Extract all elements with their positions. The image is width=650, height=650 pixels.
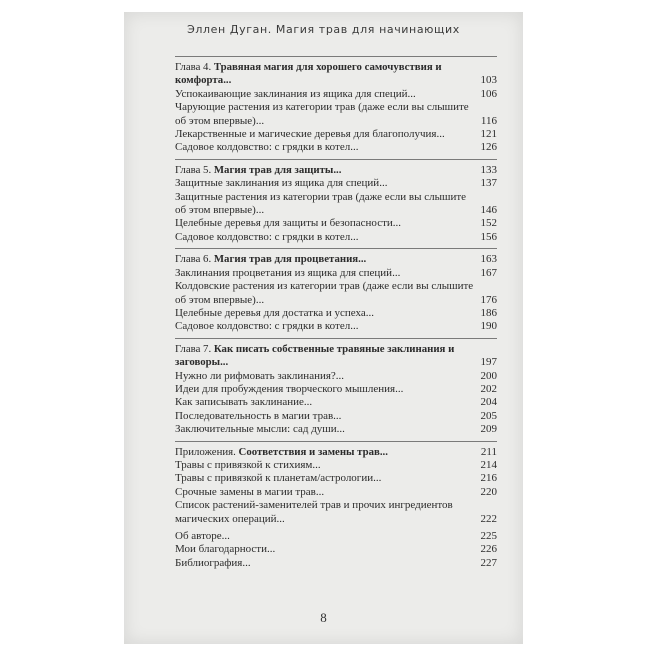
entry-page-number: 200	[480, 369, 497, 382]
entry-page-number: 220	[480, 485, 497, 498]
toc-entry: Об авторе... 225	[175, 530, 497, 542]
section-divider	[175, 159, 497, 160]
toc-chapter-entry: Приложения. Соответствия и замены трав... 211	[175, 445, 497, 458]
entry-title: Целебные деревья для защиты и безопасности	[175, 217, 393, 230]
entry-page-number: 216	[480, 472, 497, 485]
entry-title: Заклинания процветания из ящика для специй	[175, 266, 393, 279]
running-head: Эллен Дуган. Магия трав для начинающих	[187, 23, 460, 36]
entry-title: Список растений-заменителей трав и прочих ингредиентов магических операций	[175, 499, 453, 525]
toc-entry: Чарующие растения из категории трав (даже если вы слышите об этом впервые)... 116	[175, 101, 497, 127]
entry-page-number: 137	[480, 177, 497, 190]
section-divider	[175, 248, 497, 249]
toc-entry: Защитные заклинания из ящика для специй... 137	[175, 177, 497, 190]
entry-page-number: 126	[480, 141, 497, 154]
toc-entry: Список растений-заменителей трав и прочих ингредиентов магических операций... 222	[175, 499, 497, 525]
chapter-number: Глава 4.	[175, 61, 212, 73]
toc-entry: Библиография... 227	[175, 556, 497, 569]
entry-title: Об авторе	[175, 530, 222, 542]
chapter-title: Магия трав для процветания	[213, 253, 359, 266]
toc-entry: Последовательность в магии трав... 205	[175, 409, 497, 422]
entry-page-number: 156	[480, 230, 497, 243]
entry-title: Срочные замены в магии трав	[175, 485, 316, 498]
toc-entry: Травы с привязкой к планетам/астрологии... 216	[175, 472, 497, 485]
entry-title: Идеи для пробуждения творческого мышления	[175, 382, 396, 395]
entry-title: Мои благодарности	[175, 543, 267, 556]
toc-chapter-entry: Глава 6. Магия трав для процветания... 163	[175, 253, 497, 266]
book-page	[124, 12, 523, 644]
entry-title: Нужно ли рифмовать заклинания?	[175, 369, 336, 382]
chapter-number: Приложения.	[175, 445, 236, 458]
entry-page-number: 211	[480, 445, 497, 458]
entry-page-number: 121	[480, 128, 497, 141]
entry-title: Библиография	[175, 556, 243, 569]
toc-entry: Срочные замены в магии трав... 220	[175, 485, 497, 498]
chapter-number: Глава 5.	[175, 163, 212, 176]
entry-title: Успокаивающие заклинания из ящика для специй	[175, 87, 408, 100]
toc-chapter-entry: Глава 5. Магия трав для защиты... 133	[175, 163, 497, 176]
entry-title: Лекарственные и магические деревья для благополучия	[175, 128, 437, 141]
entry-page-number: 204	[480, 396, 497, 409]
entry-page-number: 226	[480, 543, 497, 556]
entry-title: Травы с привязкой к планетам/астрологии	[175, 472, 374, 485]
entry-title: Последовательность в магии трав	[175, 409, 334, 422]
entry-page-number: 176	[480, 293, 497, 306]
toc-chapter-entry: Глава 4. Травяная магия для хорошего самочувствия и комфорта... 103	[175, 61, 497, 87]
entry-title: Чарующие растения из категории трав (даже если вы слышите об этом впервые)	[175, 101, 469, 127]
entry-title: Садовое колдовство: с грядки в котел	[175, 320, 351, 333]
entry-page-number: 133	[480, 163, 497, 176]
entry-title: Травы с привязкой к стихиям	[175, 458, 313, 471]
entry-title: Как записывать заклинание	[175, 396, 304, 409]
toc-entry: Успокаивающие заклинания из ящика для специй... 106	[175, 87, 497, 100]
toc-entry: Заключительные мысли: сад души... 209	[175, 423, 497, 436]
entry-page-number: 116	[480, 114, 497, 127]
entry-page-number: 103	[480, 74, 497, 87]
entry-title: Колдовские растения из категории трав (даже если вы слышите об этом впервые)	[175, 280, 474, 306]
page-number: 8	[320, 610, 327, 625]
toc-entry: Нужно ли рифмовать заклинания?... 200	[175, 369, 497, 382]
entry-page-number: 197	[480, 356, 497, 369]
entry-title: Садовое колдовство: с грядки в котел	[175, 141, 351, 154]
entry-title: Заключительные мысли: сад души	[175, 423, 337, 436]
section-divider	[175, 338, 497, 339]
toc-entry: Заклинания процветания из ящика для специй... 167	[175, 266, 497, 279]
entry-page-number: 222	[480, 512, 497, 525]
toc-entry: Целебные деревья для защиты и безопасности... 152	[175, 217, 497, 230]
entry-page-number: 209	[480, 423, 497, 436]
toc-entry: Как записывать заклинание... 204	[175, 396, 497, 409]
section-divider	[175, 56, 497, 57]
table-of-contents	[175, 56, 497, 570]
entry-page-number: 202	[480, 382, 497, 395]
entry-page-number: 225	[480, 530, 497, 542]
toc-chapter-entry: Глава 7. Как писать собственные травяные заклинания и заговоры... 197	[175, 342, 497, 369]
toc-entry: Целебные деревья для достатка и успеха... 186	[175, 306, 497, 319]
entry-page-number: 146	[480, 204, 497, 217]
chapter-number: Глава 7.	[175, 342, 212, 355]
entry-page-number: 163	[480, 253, 497, 266]
entry-page-number: 152	[480, 217, 497, 230]
toc-entry: Идеи для пробуждения творческого мышления... 202	[175, 382, 497, 395]
chapter-title: Магия трав для защиты	[213, 163, 334, 176]
toc-entry: Садовое колдовство: с грядки в котел... 190	[175, 320, 497, 333]
toc-entry: Колдовские растения из категории трав (даже если вы слышите об этом впервые)... 176	[175, 280, 497, 306]
toc-entry: Мои благодарности... 226	[175, 543, 497, 556]
chapter-title: Травяная магия для хорошего самочувствия и комфорта	[175, 61, 442, 87]
chapter-number: Глава 6.	[175, 253, 212, 266]
toc-entry: Садовое колдовство: с грядки в котел... 126	[175, 141, 497, 154]
chapter-title: Как писать собственные травяные заклинания и заговоры	[175, 342, 455, 369]
entry-page-number: 227	[480, 556, 497, 569]
entry-page-number: 205	[480, 409, 497, 422]
entry-title: Защитные заклинания из ящика для специй	[175, 177, 380, 190]
entry-title: Садовое колдовство: с грядки в котел	[175, 230, 351, 243]
entry-page-number: 186	[480, 306, 497, 319]
section-divider	[175, 441, 497, 442]
toc-entry: Лекарственные и магические деревья для благополучия... 121	[175, 128, 497, 141]
chapter-title: Соответствия и замены трав	[238, 445, 380, 458]
entry-page-number: 214	[480, 458, 497, 471]
toc-entry: Травы с привязкой к стихиям... 214	[175, 458, 497, 471]
entry-title: Целебные деревья для достатка и успеха	[175, 306, 366, 319]
toc-entry: Защитные растения из категории трав (даже если вы слышите об этом впервые)... 146	[175, 190, 497, 217]
entry-title: Защитные растения из категории трав (даже если вы слышите об этом впервые)	[175, 190, 467, 217]
entry-page-number: 106	[480, 87, 497, 100]
toc-entry: Садовое колдовство: с грядки в котел... 156	[175, 230, 497, 243]
entry-page-number: 167	[480, 266, 497, 279]
entry-page-number: 190	[480, 320, 497, 333]
